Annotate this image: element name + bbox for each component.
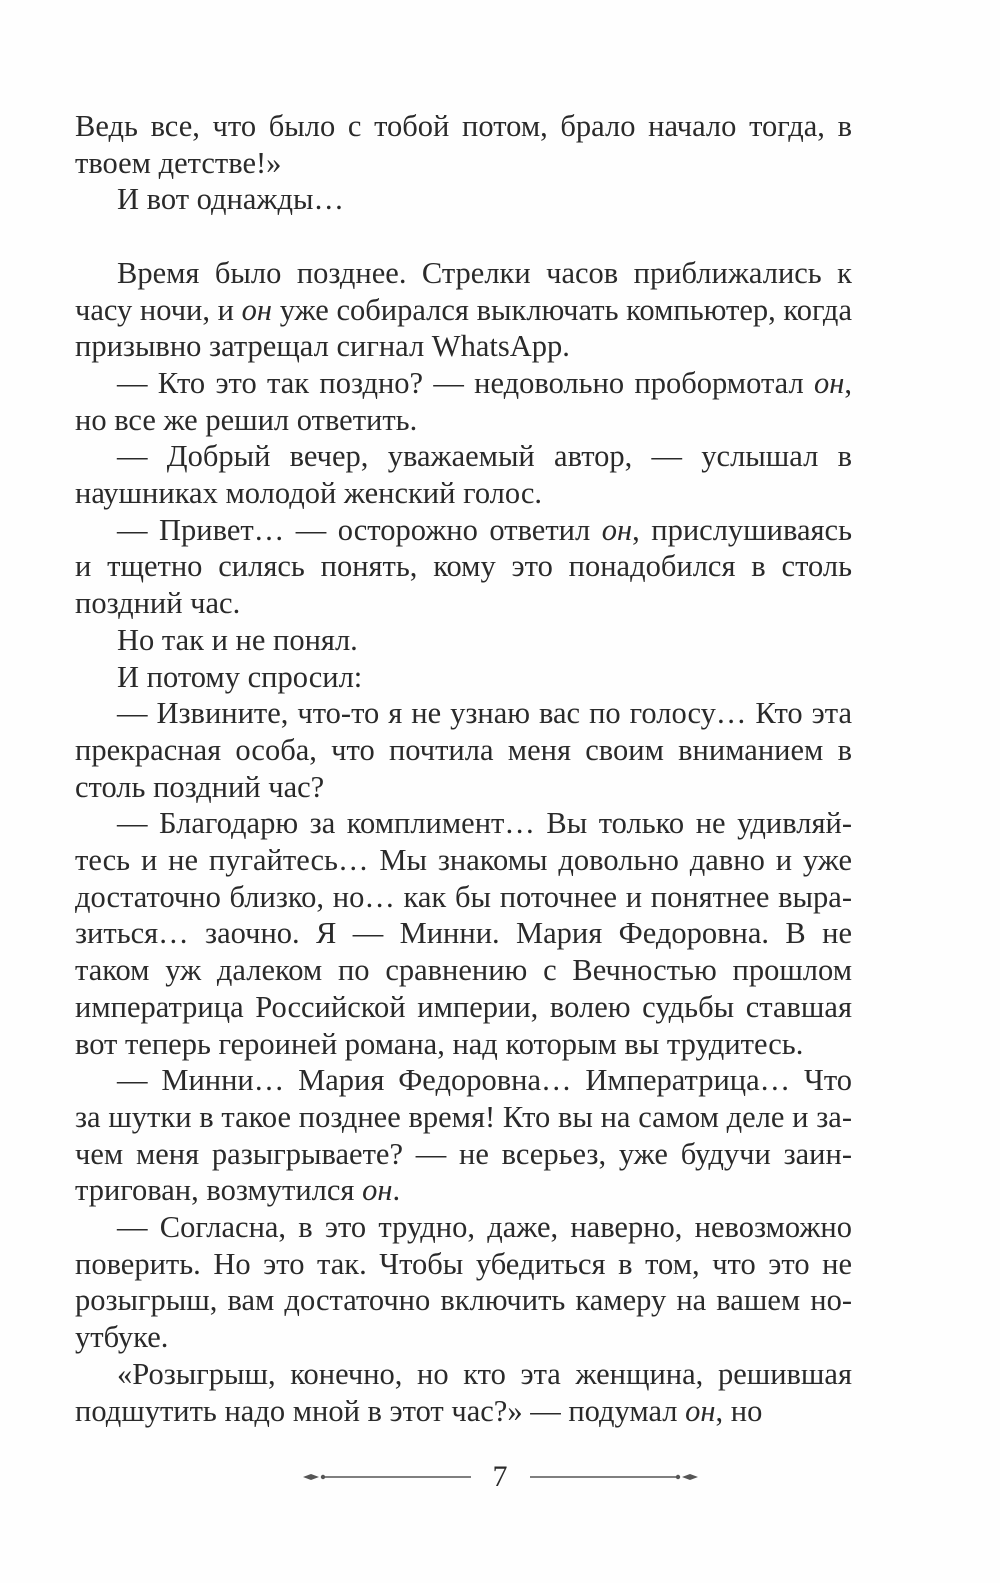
- italic-pronoun: он: [813, 365, 845, 400]
- page-footer: [0, 1457, 1000, 1497]
- paragraph: — Минни… Мария Федоровна… Императрица… Что за шутки в такое позднее время! Кто вы на самом деле и зачем меня разыгрываете? — не всерьез, уже будучи заинтригован, возмутился он.: [75, 1063, 852, 1208]
- right-ornament-icon: [524, 1470, 700, 1484]
- paragraph: — Привет… — осторожно ответил он, прислушиваясь и тщетно силясь понять, кому это понадобился в столь поздний час.: [75, 512, 852, 621]
- paragraph: — Благодарю за комплимент… Вы только не удивляйтесь и не пугайтесь… Мы знакомы довольно давно и уже достаточно близко, но… как бы поточнее и понятнее выразиться… заочно. Я — Минни. Мария Федоровна. В не таком уж далеком по сравнению с Вечностью прошлом императрица Российской империи, волею судьбы ставшая вот теперь героиней романа, над которым вы трудитесь.: [75, 806, 852, 1061]
- body-text: [75, 108, 852, 1429]
- paragraph: И вот однажды…: [117, 182, 344, 217]
- paragraph: — Согласна, в это трудно, даже, наверно, невозможно поверить. Но это так. Чтобы убедиться в том, что это не розыгрыш, вам достаточно включить камеру на вашем ноутбуке.: [75, 1210, 852, 1355]
- left-ornament-icon: [301, 1470, 477, 1484]
- italic-pronoun: он: [685, 1393, 716, 1428]
- paragraph: Ведь все, что было с тобой потом, брало начало тогда, в твоем детстве!»: [75, 109, 852, 180]
- italic-pronoun: он: [601, 512, 633, 547]
- page-number: 7: [492, 1460, 508, 1493]
- italic-pronoun: он: [241, 292, 273, 327]
- paragraph: — Добрый вечер, уважаемый автор, — услышал в наушниках молодой женский голос.: [75, 439, 852, 511]
- paragraph: И потому спросил:: [117, 659, 363, 694]
- paragraph: — Кто это так поздно? — недовольно пробормотал он, но все же решил ответить.: [75, 365, 852, 437]
- italic-pronoun: он: [362, 1173, 393, 1208]
- paragraph: — Извините, что-то я не узнаю вас по голосу… Кто эта прекрасная особа, что почтила меня своим вниманием в столь поздний час?: [75, 696, 852, 804]
- paragraph: Время было позднее. Стрелки часов приближались к часу ночи, и он уже собирался выключать компьютер, когда призывно затрещал сигнал WhatsApp.: [75, 255, 852, 364]
- paragraph: Но так и не понял.: [117, 622, 358, 657]
- paragraph: «Розыгрыш, конечно, но кто эта женщина, решившая подшутить надо мной в этот час?» — подумал он, но: [75, 1356, 852, 1428]
